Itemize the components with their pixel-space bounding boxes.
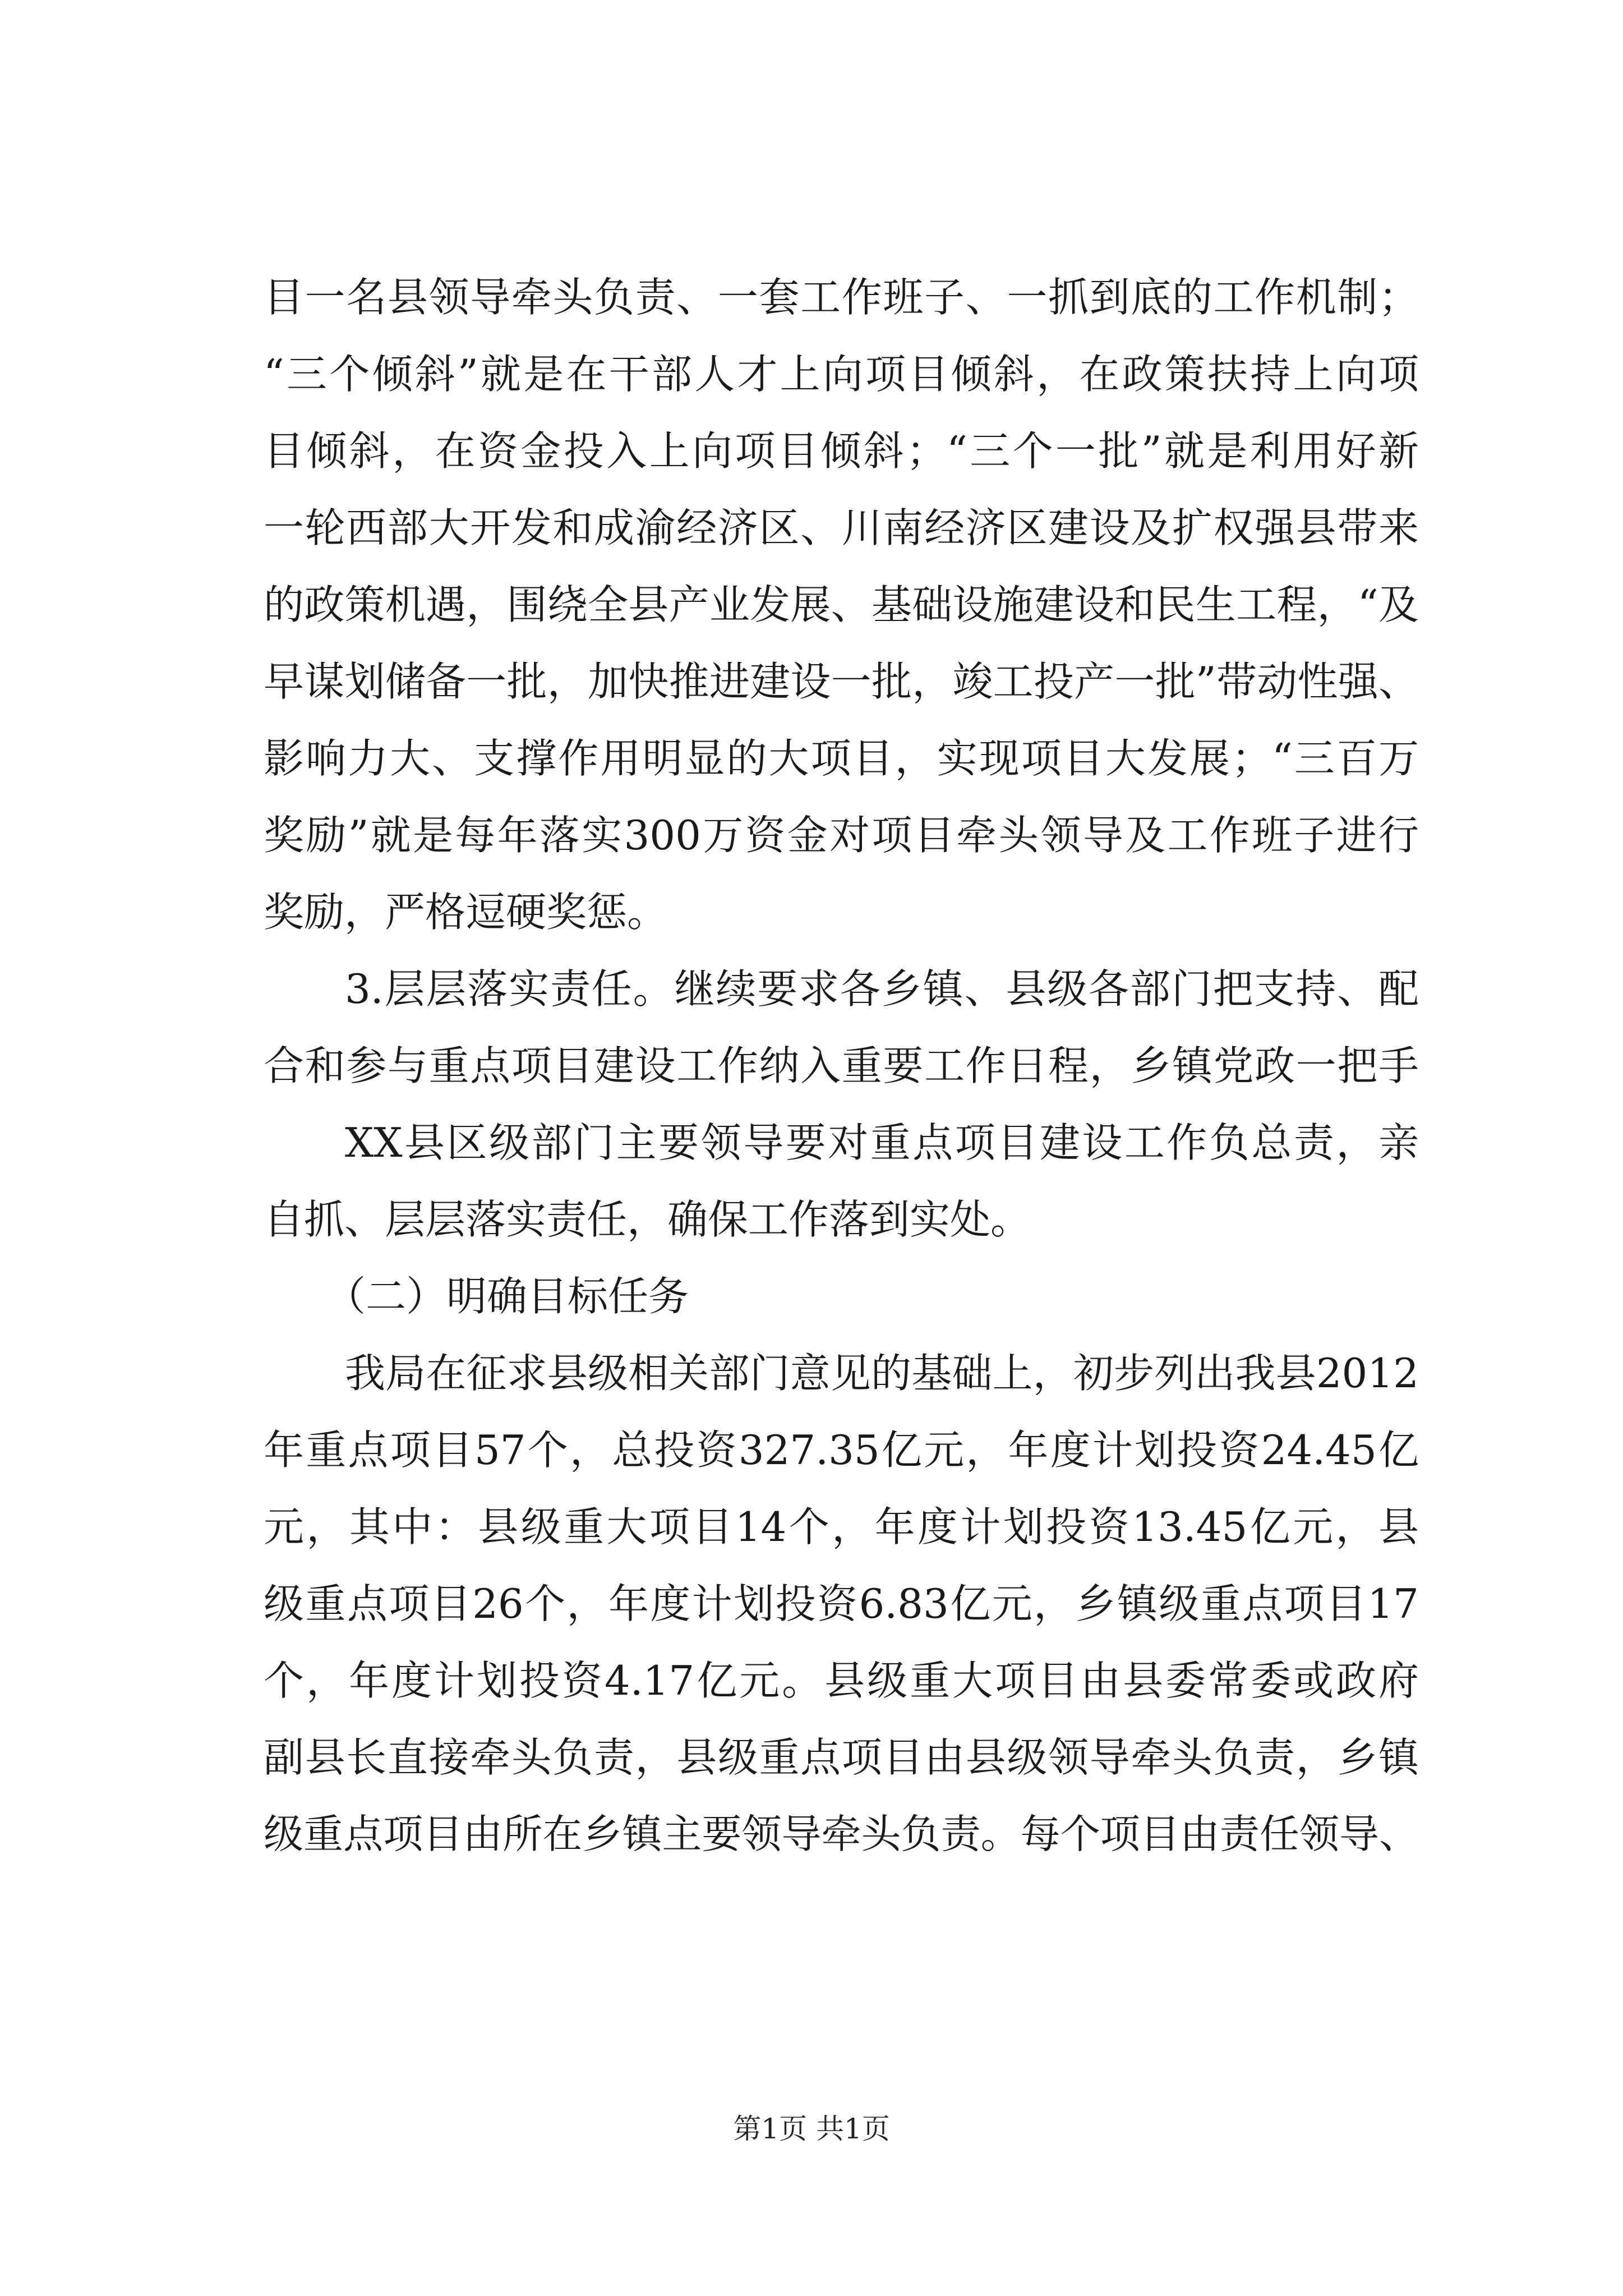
text-line: 级重点项目26个，年度计划投资6.83亿元，乡镇级重点项目17 <box>264 1580 1419 1627</box>
text-line: 合和参与重点项目建设工作纳入重要工作日程，乡镇党政一把手 <box>264 1042 1419 1089</box>
text-line: 一轮西部大开发和成渝经济区、川南经济区建设及扩权强县带来 <box>264 504 1419 551</box>
text-line: 自抓、层层落实责任，确保工作落到实处。 <box>264 1196 1031 1243</box>
text-line: 年重点项目57个，总投资327.35亿元，年度计划投资24.45亿 <box>264 1427 1419 1474</box>
text-line: 奖励”就是每年落实300万资金对项目牵头领导及工作班子进行 <box>264 812 1419 859</box>
text-line: 早谋划储备一批，加快推进建设一批，竣工投产一批”带动性强、 <box>264 658 1419 705</box>
text-line: 级重点项目由所在乡镇主要领导牵头负责。每个项目由责任领导、 <box>264 1811 1419 1857</box>
text-line: 我局在征求县级相关部门意见的基础上，初步列出我县2012 <box>345 1350 1419 1397</box>
section-heading: （二）明确目标任务 <box>325 1273 689 1320</box>
text-line: 副县长直接牵头负责，县级重点项目由县级领导牵头负责，乡镇 <box>264 1734 1419 1781</box>
text-line: 个，年度计划投资4.17亿元。县级重大项目由县委常委或政府 <box>264 1657 1419 1704</box>
text-line: 3.层层落实责任。继续要求各乡镇、县级各部门把支持、配 <box>345 965 1419 1013</box>
text-line: 影响力大、支撑作用明显的大项目，实现项目大发展；“三百万 <box>264 735 1419 782</box>
text-line: XX县区级部门主要领导要对重点项目建设工作负总责，亲 <box>345 1119 1419 1166</box>
text-line: 目一名县领导牵头负责、一套工作班子、一抓到底的工作机制； <box>264 274 1419 321</box>
text-line: 目倾斜，在资金投入上向项目倾斜；“三个一批”就是利用好新 <box>264 427 1419 475</box>
text-line: 奖励，严格逗硬奖惩。 <box>264 889 667 936</box>
page-footer: 第1页 共1页 <box>733 2113 890 2145</box>
text-line: 元，其中：县级重大项目14个，年度计划投资13.45亿元，县 <box>264 1503 1419 1550</box>
text-line: 的政策机遇，围绕全县产业发展、基础设施建设和民生工程，“及 <box>264 581 1419 628</box>
text-line: “三个倾斜”就是在干部人才上向项目倾斜，在政策扶持上向项 <box>264 351 1419 398</box>
